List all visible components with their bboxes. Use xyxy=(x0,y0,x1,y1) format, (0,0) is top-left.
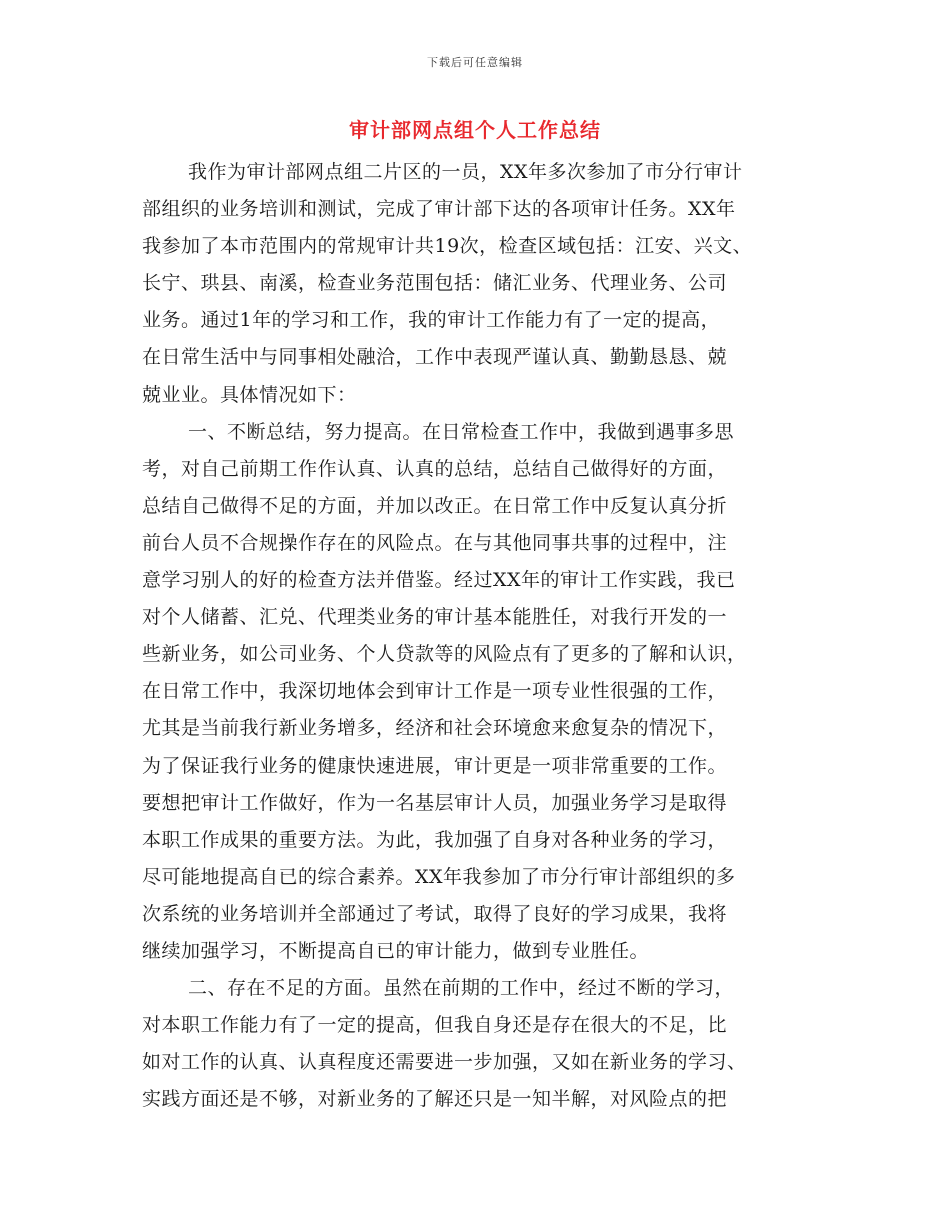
paragraph-line: 对个人储蓄、汇兑、代理类业务的审计基本能胜任，对我行开发的一 xyxy=(142,606,728,629)
paragraph-line: 意学习别人的好的检查方法并借鉴。经过XX年的审计工作实践，我已 xyxy=(142,569,736,592)
paragraph-line: 对本职工作能力有了一定的提高，但我自身还是存在很大的不足，比 xyxy=(142,1014,728,1037)
paragraph-line: 如对工作的认真、认真程度还需要进一步加强，又如在新业务的学习、 xyxy=(142,1051,747,1074)
paragraph-line: 总结自己做得不足的方面，并加以改正。在日常工作中反复认真分折 xyxy=(142,494,728,517)
paragraph-line: 尽可能地提高自已的综合素养。XX年我参加了市分行审计部组织的多 xyxy=(142,865,736,888)
paragraph-line: 些新业务，如公司业务、个人贷款等的风险点有了更多的了解和认识， xyxy=(142,643,747,666)
paragraph-line: 为了保证我行业务的健康快速进展，审计更是一项非常重要的工作。 xyxy=(142,754,728,777)
paragraph-line: 考，对自己前期工作作认真、认真的总结，总结自己做得好的方面， xyxy=(142,457,728,480)
paragraph-line: 兢业业。具体情况如下： xyxy=(142,383,357,406)
document-body xyxy=(142,154,822,1118)
paragraph-line: 部组织的业务培训和测试，完成了审计部下达的各项审计任务。XX年 xyxy=(142,198,736,221)
paragraph-line: 我作为审计部网点组二片区的一员，XX年多次参加了市分行审计 xyxy=(188,161,743,183)
paragraph-line: 在日常生活中与同事相处融洽，工作中表现严谨认真、勤勤恳恳、兢 xyxy=(142,346,728,369)
paragraph-line: 我参加了本市范围内的常规审计共19次，检查区域包括：江安、兴文、 xyxy=(142,235,753,258)
paragraph-line: 前台人员不合规操作存在的风险点。在与其他同事共事的过程中，注 xyxy=(142,531,728,554)
paragraph-line: 本职工作成果的重要方法。为此，我加强了自身对各种业务的学习， xyxy=(142,828,728,851)
paragraph-line: 长宁、珙县、南溪，检查业务范围包括：储汇业务、代理业务、公司 xyxy=(142,272,728,295)
paragraph-line: 在日常工作中，我深切地体会到审计工作是一项专业性很强的工作， xyxy=(142,680,728,703)
paragraph-line: 次系统的业务培训并全部通过了考试，取得了良好的学习成果，我将 xyxy=(142,902,728,925)
document-title: 审计部网点组个人工作总结 xyxy=(349,118,601,142)
paragraph-line: 业务。通过1年的学习和工作，我的审计工作能力有了一定的提高， xyxy=(142,309,721,332)
paragraph-line: 二、存在不足的方面。虽然在前期的工作中，经过不断的学习， xyxy=(188,977,735,1000)
paragraph-line: 要想把审计工作做好，作为一名基层审计人员，加强业务学习是取得 xyxy=(142,791,728,814)
paragraph-line: 继续加强学习，不断提高自已的审计能力，做到专业胜任。 xyxy=(142,939,650,962)
paragraph-line: 实践方面还是不够，对新业务的了解还只是一知半解，对风险点的把 xyxy=(142,1088,728,1111)
header-note: 下载后可任意编辑 xyxy=(427,56,523,69)
paragraph-line: 一、不断总结，努力提高。在日常检查工作中，我做到遇事多思 xyxy=(188,420,735,443)
paragraph-line: 尤其是当前我行新业务增多，经济和社会环境愈来愈复杂的情况下， xyxy=(142,717,728,740)
